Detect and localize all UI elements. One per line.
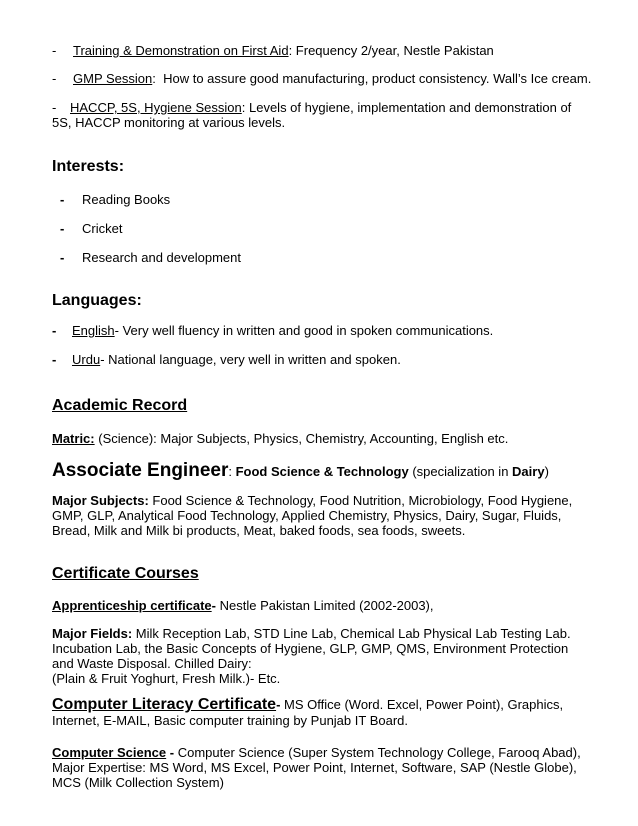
training-text: Frequency 2/year, Nestle Pakistan [295, 43, 494, 58]
list-dash: - [60, 221, 65, 236]
language-urdu [52, 352, 598, 367]
associate-field: Food Science & Technology [235, 464, 409, 479]
separator: : [152, 71, 164, 86]
matric-text: (Science): Major Subjects, Physics, Chemistry, Accounting, English etc. [94, 431, 509, 446]
list-dash: - [52, 323, 57, 338]
major-fields-text: Milk Reception Lab, STD Line Lab, Chemical Lab Physical Lab Testing Lab. Incubation Lab, the Basic Concepts of Hygiene, GLP, GMP, QMS, Environment Protection and Waste Disposal. Chilled Dairy: [52, 626, 571, 671]
computer-literacy [52, 697, 597, 729]
training-title: Training & Demonstration on First Aid [73, 43, 289, 58]
list-dash: - [60, 250, 65, 265]
apprenticeship-line [52, 598, 598, 613]
separator: : [241, 100, 249, 115]
training-line-gmp [52, 71, 598, 86]
language-english [52, 323, 598, 338]
apprentice-dash: - [211, 598, 216, 613]
associate-spec-post: ) [544, 464, 549, 479]
training-text: How to assure good manufacturing, product consistency. Wall’s Ice cream. [163, 71, 592, 86]
list-item [60, 221, 122, 236]
interest-item: Cricket [82, 221, 123, 236]
major-fields [52, 626, 592, 686]
computer-literacy-label: Computer Literacy Certificate [52, 696, 277, 713]
language-name: English [72, 323, 115, 338]
language-text: - Very well fluency in written and good in spoken communications. [114, 323, 494, 338]
matric-line [52, 431, 598, 446]
interests-heading: Interests: [52, 158, 125, 175]
list-item [60, 192, 170, 207]
training-line-haccp [52, 100, 592, 130]
computer-literacy-text: MS Office (Word. Excel, Power Point), Graphics, Internet, E-MAIL, Basic computer training by Punjab IT Board. [52, 697, 564, 728]
separator: : [228, 464, 236, 479]
computer-science-label: Computer Science [52, 745, 167, 760]
interest-item: Research and development [82, 250, 241, 265]
list-dash: - [52, 100, 57, 115]
computer-science-text: Computer Science (Super System Technology College, Farooq Abad), Major Expertise: MS Word, MS Excel, Power Point, Internet, Software, SAP (Nestle Globe), MCS (Milk Collection System) [52, 745, 581, 790]
language-name: Urdu [72, 352, 101, 367]
training-title: GMP Session [73, 71, 153, 86]
computer-literacy-dash: - [276, 697, 281, 712]
major-subjects-label: Major Subjects: [52, 493, 149, 508]
training-title: HACCP, 5S, Hygiene Session [70, 100, 242, 115]
academic-heading: Academic Record [52, 397, 188, 414]
list-dash: - [52, 71, 57, 86]
training-line-first-aid [52, 43, 598, 58]
major-subjects [52, 493, 597, 538]
list-dash: - [52, 352, 57, 367]
major-fields-label: Major Fields: [52, 626, 133, 641]
computer-science-dash: - [166, 745, 178, 760]
major-fields-extra: (Plain & Fruit Yoghurt, Fresh Milk.)- Etc. [52, 671, 281, 686]
computer-science [52, 745, 597, 790]
major-subjects-text: Food Science & Technology, Food Nutrition, Microbiology, Food Hygiene, GMP, GLP, Analytical Food Technology, Applied Chemistry, Physics, Dairy, Sugar, Fluids, Bread, Milk and Milk bi products, Meat, baked foods, sea foods, sweets. [52, 493, 573, 538]
certificates-heading: Certificate Courses [52, 565, 199, 582]
separator: : [288, 43, 296, 58]
languages-heading: Languages: [52, 292, 142, 309]
apprentice-text: Nestle Pakistan Limited (2002-2003), [216, 598, 434, 613]
matric-label: Matric: [52, 431, 95, 446]
associate-title: Associate Engineer [52, 460, 229, 481]
interest-item: Reading Books [82, 192, 171, 207]
list-dash: - [60, 192, 65, 207]
list-item [60, 250, 241, 265]
associate-line [52, 461, 598, 482]
language-text: - National language, very well in written and spoken. [100, 352, 401, 367]
list-dash: - [52, 43, 57, 58]
apprentice-label: Apprenticeship certificate [52, 598, 212, 613]
associate-spec-pre: (specialization in [408, 464, 513, 479]
associate-spec: Dairy [512, 464, 545, 479]
training-text: Levels of hygiene, implementation and demonstration of 5S, HACCP monitoring at various levels. [52, 100, 572, 130]
